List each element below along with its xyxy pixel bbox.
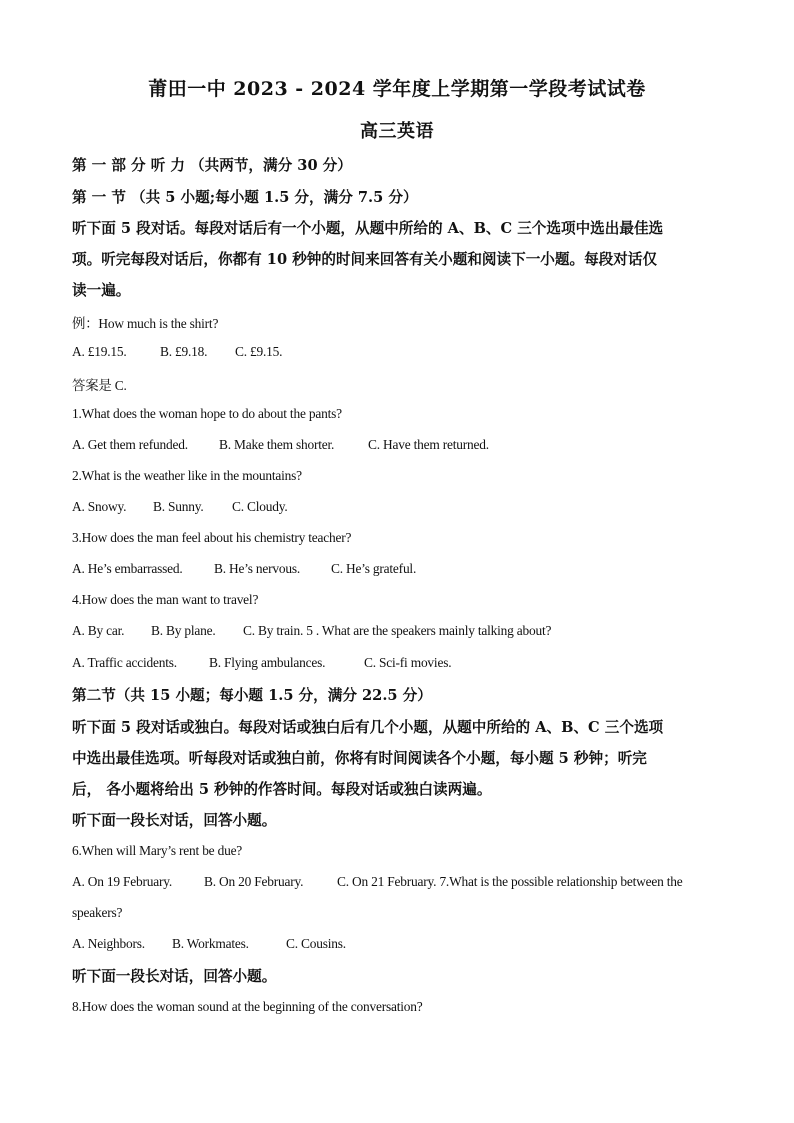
q5-option-b: B. Flying ambulances. bbox=[209, 655, 326, 670]
section2-instruction-line-2: 中选出最佳选项。听每段对话或独白前，你将有时间阅读各个小题，每小题 5 秒钟；听完 bbox=[72, 750, 647, 767]
q2-option-a: A. Snowy. bbox=[72, 499, 127, 514]
q5-option-a: A. Traffic accidents. bbox=[72, 655, 177, 670]
section2-instruction-line-1: 听下面 5 段对话或独白。每段对话或独白后有几个小题，从题中所给的 A、B、C 三个选项 bbox=[72, 719, 664, 736]
q5-option-c: C. Sci-fi movies. bbox=[364, 655, 452, 670]
question-3-options bbox=[72, 561, 416, 577]
question-7-options bbox=[72, 936, 346, 952]
q6-option-b: B. On 20 February. bbox=[204, 874, 304, 889]
question-7-continued: speakers? bbox=[72, 905, 123, 920]
q1-option-b: B. Make them shorter. bbox=[219, 437, 335, 452]
question-2-options bbox=[72, 499, 288, 515]
q1-option-c: C. Have them returned. bbox=[368, 437, 489, 452]
example-options bbox=[72, 344, 282, 360]
example-option-a: A. £19.15. bbox=[72, 344, 127, 359]
exam-title: 莆田一中 2023 - 2024 学年度上学期第一学段考试试卷 bbox=[148, 78, 646, 100]
q4-option-a: A. By car. bbox=[72, 623, 125, 638]
question-1: 1.What does the woman hope to do about the pants? bbox=[72, 406, 342, 421]
question-6-options bbox=[72, 874, 683, 890]
question-4: 4.How does the man want to travel? bbox=[72, 592, 259, 607]
question-3: 3.How does the man feel about his chemistry teacher? bbox=[72, 530, 352, 545]
q2-option-c: C. Cloudy. bbox=[232, 499, 288, 514]
section1-heading: 第 一 节 （共 5 小题;每小题 1.5 分，满分 7.5 分） bbox=[72, 189, 418, 206]
q6-option-a: A. On 19 February. bbox=[72, 874, 173, 889]
q4-option-b: B. By plane. bbox=[151, 623, 216, 638]
long-dialogue-instruction-1: 听下面一段长对话，回答小题。 bbox=[72, 812, 277, 829]
q2-option-b: B. Sunny. bbox=[153, 499, 204, 514]
long-dialogue-instruction-2: 听下面一段长对话，回答小题。 bbox=[72, 968, 277, 985]
q6-option-c-and-question-7: C. On 21 February. 7.What is the possible relationship between the bbox=[337, 874, 683, 889]
section1-instruction-line-2: 项。听完每段对话后，你都有 10 秒钟的时间来回答有关小题和阅读下一小题。每段对话仅 bbox=[72, 251, 658, 268]
q7-option-a: A. Neighbors. bbox=[72, 936, 145, 951]
exam-subtitle: 高三英语 bbox=[360, 121, 434, 142]
question-5-options bbox=[72, 655, 451, 671]
question-8: 8.How does the woman sound at the beginning of the conversation? bbox=[72, 999, 423, 1014]
section2-instruction-line-3: 后， 各小题将给出 5 秒钟的作答时间。每段对话或独白读两遍。 bbox=[72, 781, 492, 798]
q4-option-c-and-question-5: C. By train. 5 . What are the speakers mainly talking about? bbox=[243, 623, 552, 638]
q1-option-a: A. Get them refunded. bbox=[72, 437, 188, 452]
q3-option-c: C. He’s grateful. bbox=[331, 561, 417, 576]
section2-heading: 第二节（共 15 小题；每小题 1.5 分，满分 22.5 分） bbox=[72, 687, 432, 704]
question-6: 6.When will Mary’s rent be due? bbox=[72, 843, 243, 858]
q3-option-b: B. He’s nervous. bbox=[214, 561, 301, 576]
question-1-options bbox=[72, 437, 489, 453]
section1-instruction-line-3: 读一遍。 bbox=[72, 282, 131, 299]
example-option-c: C. £9.15. bbox=[235, 344, 283, 359]
question-2: 2.What is the weather like in the mountains? bbox=[72, 468, 302, 483]
section1-instruction-line-1: 听下面 5 段对话。每段对话后有一个小题，从题中所给的 A、B、C 三个选项中选出最佳选 bbox=[72, 220, 664, 237]
example-question: 例：How much is the shirt? bbox=[72, 316, 219, 331]
q7-option-b: B. Workmates. bbox=[172, 936, 249, 951]
example-option-b: B. £9.18. bbox=[160, 344, 208, 359]
q7-option-c: C. Cousins. bbox=[286, 936, 346, 951]
q3-option-a: A. He’s embarrassed. bbox=[72, 561, 183, 576]
example-answer: 答案是 C. bbox=[72, 378, 127, 393]
part1-heading: 第 一 部 分 听 力 （共两节，满分 30 分） bbox=[72, 157, 352, 174]
question-4-options bbox=[72, 623, 551, 639]
